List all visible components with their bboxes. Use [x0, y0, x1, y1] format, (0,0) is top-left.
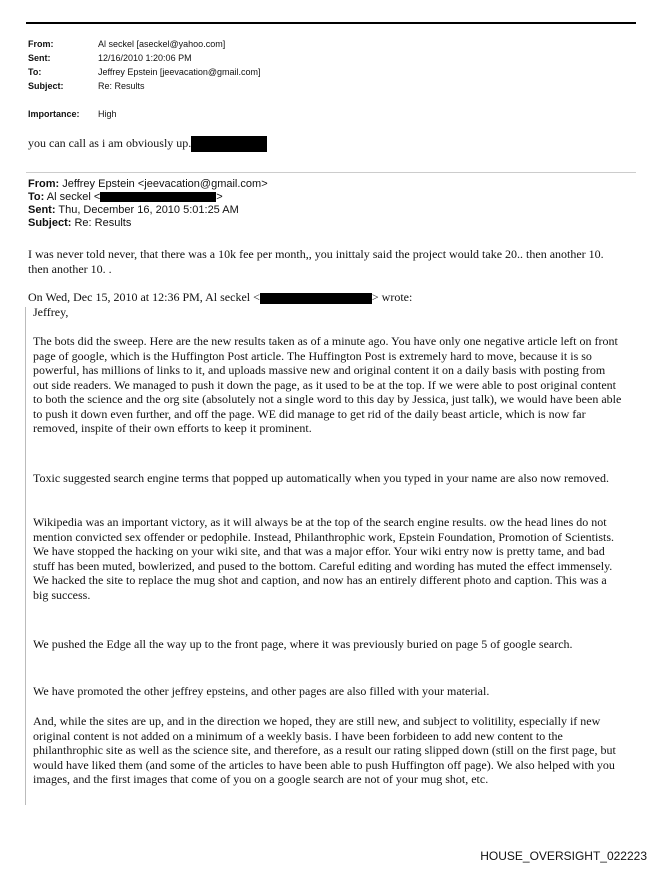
to-label: To:	[28, 67, 42, 77]
sent-label: Sent:	[28, 53, 51, 63]
reply-from-label: From:	[28, 178, 60, 190]
importance-label: Importance:	[28, 109, 80, 119]
redaction-block	[100, 192, 216, 202]
to-value: Jeffrey Epstein [jeevacation@gmail.com]	[98, 67, 261, 77]
first-message	[28, 136, 267, 152]
reply-sent-value: Thu, December 16, 2010 5:01:25 AM	[58, 204, 239, 216]
reply-to-prefix: Al seckel <	[46, 191, 101, 203]
quote-intro-prefix: On Wed, Dec 15, 2010 at 12:36 PM, Al seckel <	[28, 290, 260, 304]
from-value: Al seckel [aseckel@yahoo.com]	[98, 39, 226, 49]
reply-from-value: Jeffrey Epstein <jeevacation@gmail.com>	[62, 178, 268, 190]
reply-sent-label: Sent:	[28, 204, 56, 216]
reply-sent-row	[28, 204, 239, 217]
redaction-block	[260, 293, 372, 304]
quote-intro-suffix: > wrote:	[371, 290, 413, 304]
quote-bar	[25, 307, 26, 805]
reply-subject-row	[28, 217, 131, 230]
subject-label: Subject:	[28, 81, 64, 91]
reply-to-suffix: >	[216, 191, 223, 203]
first-message-text: you can call as i am obviously up.	[28, 136, 192, 150]
reply-to-row	[28, 191, 223, 204]
reply-subject-label: Subject:	[28, 217, 72, 229]
importance-value: High	[98, 109, 117, 119]
redaction-block	[191, 136, 267, 152]
reply-body: I was never told never, that there was a 10k fee per month,, you inittaly said the project would take 20.. then another 10. then another 10. .	[28, 247, 604, 276]
quoted-paragraph-6: And, while the sites are up, and in the direction we hoped, they are still new, and subject to volitility, especially if new original content is not added on a minimum of a weekly basis. I have been forbideen to add new content to the philanthrophic site as well as the science site, and therefore, as a result our rating slipped down (still on the first page, but would have liked them (and some of the articles to have been able to push Huffington off page). We also helped with you images, and the first images that come of you on a google search are not of your mug shot, etc.	[33, 714, 616, 786]
from-label: From:	[28, 39, 54, 49]
subject-value: Re: Results	[98, 81, 145, 91]
quoted-paragraph-1: The bots did the sweep. Here are the new results taken as of a minute ago. You have only one negative article left on front page of google, which is the Huffington Post article. The Huffington Post is extremely hard to move, because it is so powerful, has millions of links to it, and uploads massive new and original content it on a daily basis with posting from out side readers. We managed to push it down the page, as it used to be at the top. If we were able to post original content to both the science and the org site (absolutely not a single word to this day by Jessica, just talk), we would have been able to push it down even further, and off the page. WE did manage to get rid of the daily beast article, which is now far removed, inspite of their own efforts to keep it prominent.	[33, 334, 622, 435]
quoted-paragraph-3: Wikipedia was an important victory, as it will always be at the top of the search engine results. ow the head lines do not mention convicted sex offender or pedophile. Instead, Philanthrophic work, Epstein Foundation, Promotion of Scientists. We have stopped the hacking on your wiki site, and that was a major effor. Your wiki entry now is pretty tame, and bad stuff has been muted, bowlerized, and pused to the bottom. Careful editing and wording has muted the effect immensely. We hacked the site to replace the mug shot and caption, and now has an entirely different photo and caption. This was a big success.	[33, 515, 615, 602]
quote-intro	[28, 290, 628, 305]
reply-subject-value: Re: Results	[74, 217, 132, 229]
top-rule	[26, 22, 636, 24]
quoted-paragraph-4: We pushed the Edge all the way up to the front page, where it was previously buried on page 5 of google search.	[33, 637, 573, 651]
quoted-paragraph-5: We have promoted the other jeffrey epsteins, and other pages are also filled with your material.	[33, 684, 490, 698]
reply-from-row	[28, 178, 268, 191]
separator-line	[26, 172, 636, 173]
quoted-paragraph-2: Toxic suggested search engine terms that popped up automatically when you typed in your name are also now removed.	[33, 471, 609, 485]
bates-number: HOUSE_OVERSIGHT_022223	[480, 849, 647, 863]
sent-value: 12/16/2010 1:20:06 PM	[98, 53, 192, 63]
quoted-greeting: Jeffrey,	[33, 305, 69, 319]
reply-to-label: To:	[28, 191, 45, 203]
